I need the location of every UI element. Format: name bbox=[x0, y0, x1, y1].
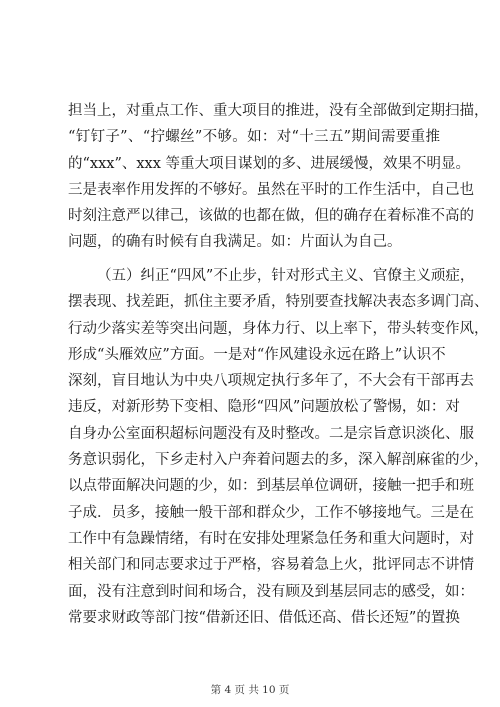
text-line: 相关部门和同志要求过于严格，容易着急上火，批评同志不讲情 bbox=[68, 557, 474, 574]
text-line: 常要求财政等部门按“借新还旧、借低还高、借长还短”的置换 bbox=[68, 609, 460, 626]
text-line: 务意识弱化，下乡走村入户奔着问题去的多，深入解剖麻雀的少， bbox=[68, 452, 489, 469]
text-line: 摆表现、找差距，抓住主要矛盾，特别要查找解决表态多调门高、 bbox=[68, 294, 489, 311]
text-line: 自身办公室面积超标问题没有及时整改。二是宗旨意识淡化、服 bbox=[68, 425, 474, 442]
text-line: 的“xxx”、xxx 等重大项目谋划的多、进展缓慢，效果不明显。 bbox=[68, 155, 470, 172]
text-line: 问题，的确有时候有自我满足。如：片面认为自己。 bbox=[68, 234, 402, 251]
text-line: 面，没有注意到时间和场合，没有顾及到基层同志的感受，如： bbox=[68, 583, 474, 600]
text-line: 违反，对新形势下变相、隐形“四风”问题放松了警惕，如：对 bbox=[68, 399, 460, 416]
text-line: 担当上，对重点工作、重大项目的推进，没有全部做到定期扫描， bbox=[68, 103, 489, 119]
paragraph-2 bbox=[68, 263, 489, 631]
text-line: 三是表率作用发挥的不够好。虽然在平时的工作生活中，自己也 bbox=[68, 181, 474, 198]
text-line: 行动少落实差等突出问题，身体力行、以上率下，带头转变作风， bbox=[68, 320, 489, 337]
text-line: 子成．员多，接触一般干部和群众少，工作不够接地气。三是在 bbox=[68, 504, 474, 521]
text-line: “钉钉子”、“拧螺丝”不够。如：对“十三五”期间需要重推 bbox=[68, 129, 440, 146]
text-line: 时刻注意严以律己，该做的也都在做，但的确存在着标准不高的 bbox=[68, 208, 474, 225]
text-line: 以点带面解决问题的少，如：到基层单位调研，接触一把手和班 bbox=[68, 478, 474, 495]
text-line: 工作中有急躁情绪，有时在安排处理紧急任务和重大问题时，对 bbox=[68, 530, 474, 547]
paragraph-1 bbox=[68, 98, 489, 256]
text-line: 形成“头雁效应”方面。一是对“作风建设永远在路上”认识不 bbox=[68, 346, 446, 363]
page-number-footer: 第 4 页 共 10 页 bbox=[210, 684, 290, 696]
text-line: （五）纠正“四风”不止步，针对形式主义、官僚主义顽症， bbox=[97, 268, 475, 284]
text-line: 深刻，盲目地认为中央八项规定执行多年了，不大会有干部再去 bbox=[68, 373, 474, 390]
